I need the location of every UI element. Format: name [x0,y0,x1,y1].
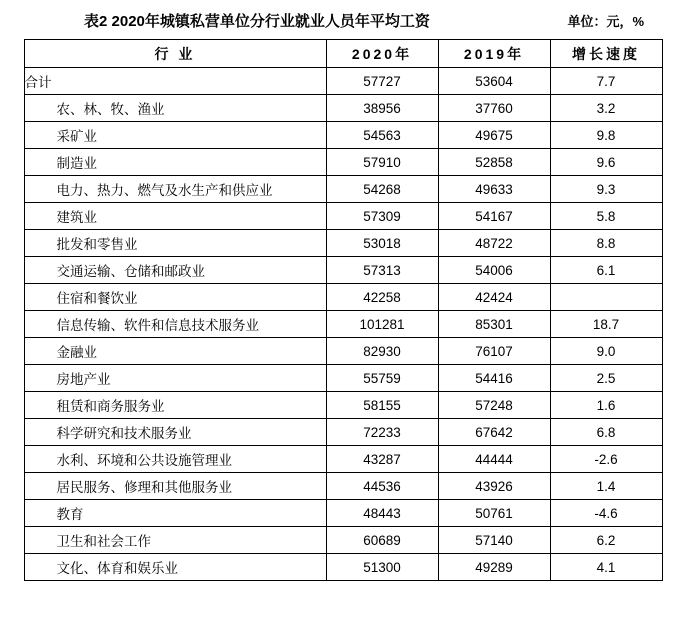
table-row [24,446,662,473]
cell-industry: 水利、环境和公共设施管理业 [24,446,326,473]
cell-industry: 信息传输、软件和信息技术服务业 [24,311,326,338]
cell-industry: 住宿和餐饮业 [24,284,326,311]
table-caption [24,0,662,39]
cell-growth: 9.3 [550,176,662,203]
cell-2019: 76107 [438,338,550,365]
cell-growth: 7.7 [550,68,662,95]
cell-2019: 53604 [438,68,550,95]
table-row [24,554,662,581]
cell-growth: 8.8 [550,230,662,257]
cell-industry: 租赁和商务服务业 [24,392,326,419]
cell-2019: 57248 [438,392,550,419]
cell-2020: 57309 [326,203,438,230]
cell-growth: 6.2 [550,527,662,554]
cell-2019: 42424 [438,284,550,311]
cell-industry: 农、林、牧、渔业 [24,95,326,122]
table-row [24,311,662,338]
cell-growth: 1.4 [550,473,662,500]
table-row [24,500,662,527]
cell-2020: 57313 [326,257,438,284]
cell-2019: 44444 [438,446,550,473]
cell-industry: 采矿业 [24,122,326,149]
cell-growth [550,284,662,311]
cell-2020: 57910 [326,149,438,176]
cell-growth: 18.7 [550,311,662,338]
cell-industry: 科学研究和技术服务业 [24,419,326,446]
table-row [24,230,662,257]
cell-2020: 44536 [326,473,438,500]
table-row [24,392,662,419]
cell-2020: 38956 [326,95,438,122]
column-header-2019: 2019年 [438,40,550,68]
cell-growth: 9.8 [550,122,662,149]
table-row [24,365,662,392]
cell-2020: 43287 [326,446,438,473]
table-row [24,149,662,176]
cell-2019: 48722 [438,230,550,257]
table-body [24,68,662,581]
cell-2020: 53018 [326,230,438,257]
cell-2019: 49289 [438,554,550,581]
cell-growth: 5.8 [550,203,662,230]
cell-industry: 房地产业 [24,365,326,392]
table-header-row [24,40,662,68]
cell-industry: 合计 [24,68,326,95]
table-unit-note: 单位：元，% [567,14,644,29]
cell-2019: 54167 [438,203,550,230]
table-row [24,527,662,554]
table-row [24,95,662,122]
cell-industry: 交通运输、仓储和邮政业 [24,257,326,284]
cell-2020: 60689 [326,527,438,554]
cell-growth: 1.6 [550,392,662,419]
table-row [24,176,662,203]
cell-2019: 43926 [438,473,550,500]
table-row [24,419,662,446]
cell-growth: 9.0 [550,338,662,365]
cell-industry: 批发和零售业 [24,230,326,257]
table-row [24,68,662,95]
cell-2020: 51300 [326,554,438,581]
cell-2020: 58155 [326,392,438,419]
cell-2020: 101281 [326,311,438,338]
cell-2019: 54006 [438,257,550,284]
cell-2020: 48443 [326,500,438,527]
cell-2020: 55759 [326,365,438,392]
cell-industry: 电力、热力、燃气及水生产和供应业 [24,176,326,203]
cell-industry: 制造业 [24,149,326,176]
cell-growth: 3.2 [550,95,662,122]
cell-industry: 文化、体育和娱乐业 [24,554,326,581]
cell-2019: 49675 [438,122,550,149]
cell-2019: 49633 [438,176,550,203]
cell-2020: 42258 [326,284,438,311]
cell-industry: 卫生和社会工作 [24,527,326,554]
table-row [24,122,662,149]
table-title: 表2 2020年城镇私营单位分行业就业人员年平均工资 [84,13,430,30]
cell-2019: 67642 [438,419,550,446]
cell-2019: 85301 [438,311,550,338]
cell-industry: 建筑业 [24,203,326,230]
table-row [24,203,662,230]
cell-growth: 9.6 [550,149,662,176]
cell-2019: 37760 [438,95,550,122]
table-row [24,284,662,311]
cell-2019: 57140 [438,527,550,554]
cell-industry: 金融业 [24,338,326,365]
cell-industry: 教育 [24,500,326,527]
cell-2019: 54416 [438,365,550,392]
cell-growth: -4.6 [550,500,662,527]
cell-growth: 6.1 [550,257,662,284]
cell-2019: 50761 [438,500,550,527]
cell-2020: 54268 [326,176,438,203]
table-row [24,338,662,365]
cell-2020: 72233 [326,419,438,446]
column-header-industry: 行 业 [24,40,326,68]
cell-industry: 居民服务、修理和其他服务业 [24,473,326,500]
cell-growth: 6.8 [550,419,662,446]
cell-2020: 57727 [326,68,438,95]
cell-2019: 52858 [438,149,550,176]
cell-growth: -2.6 [550,446,662,473]
cell-2020: 82930 [326,338,438,365]
cell-growth: 2.5 [550,365,662,392]
wage-table [24,39,663,581]
column-header-2020: 2020年 [326,40,438,68]
column-header-growth: 增长速度 [550,40,662,68]
table-row [24,473,662,500]
cell-growth: 4.1 [550,554,662,581]
cell-2020: 54563 [326,122,438,149]
table-row [24,257,662,284]
